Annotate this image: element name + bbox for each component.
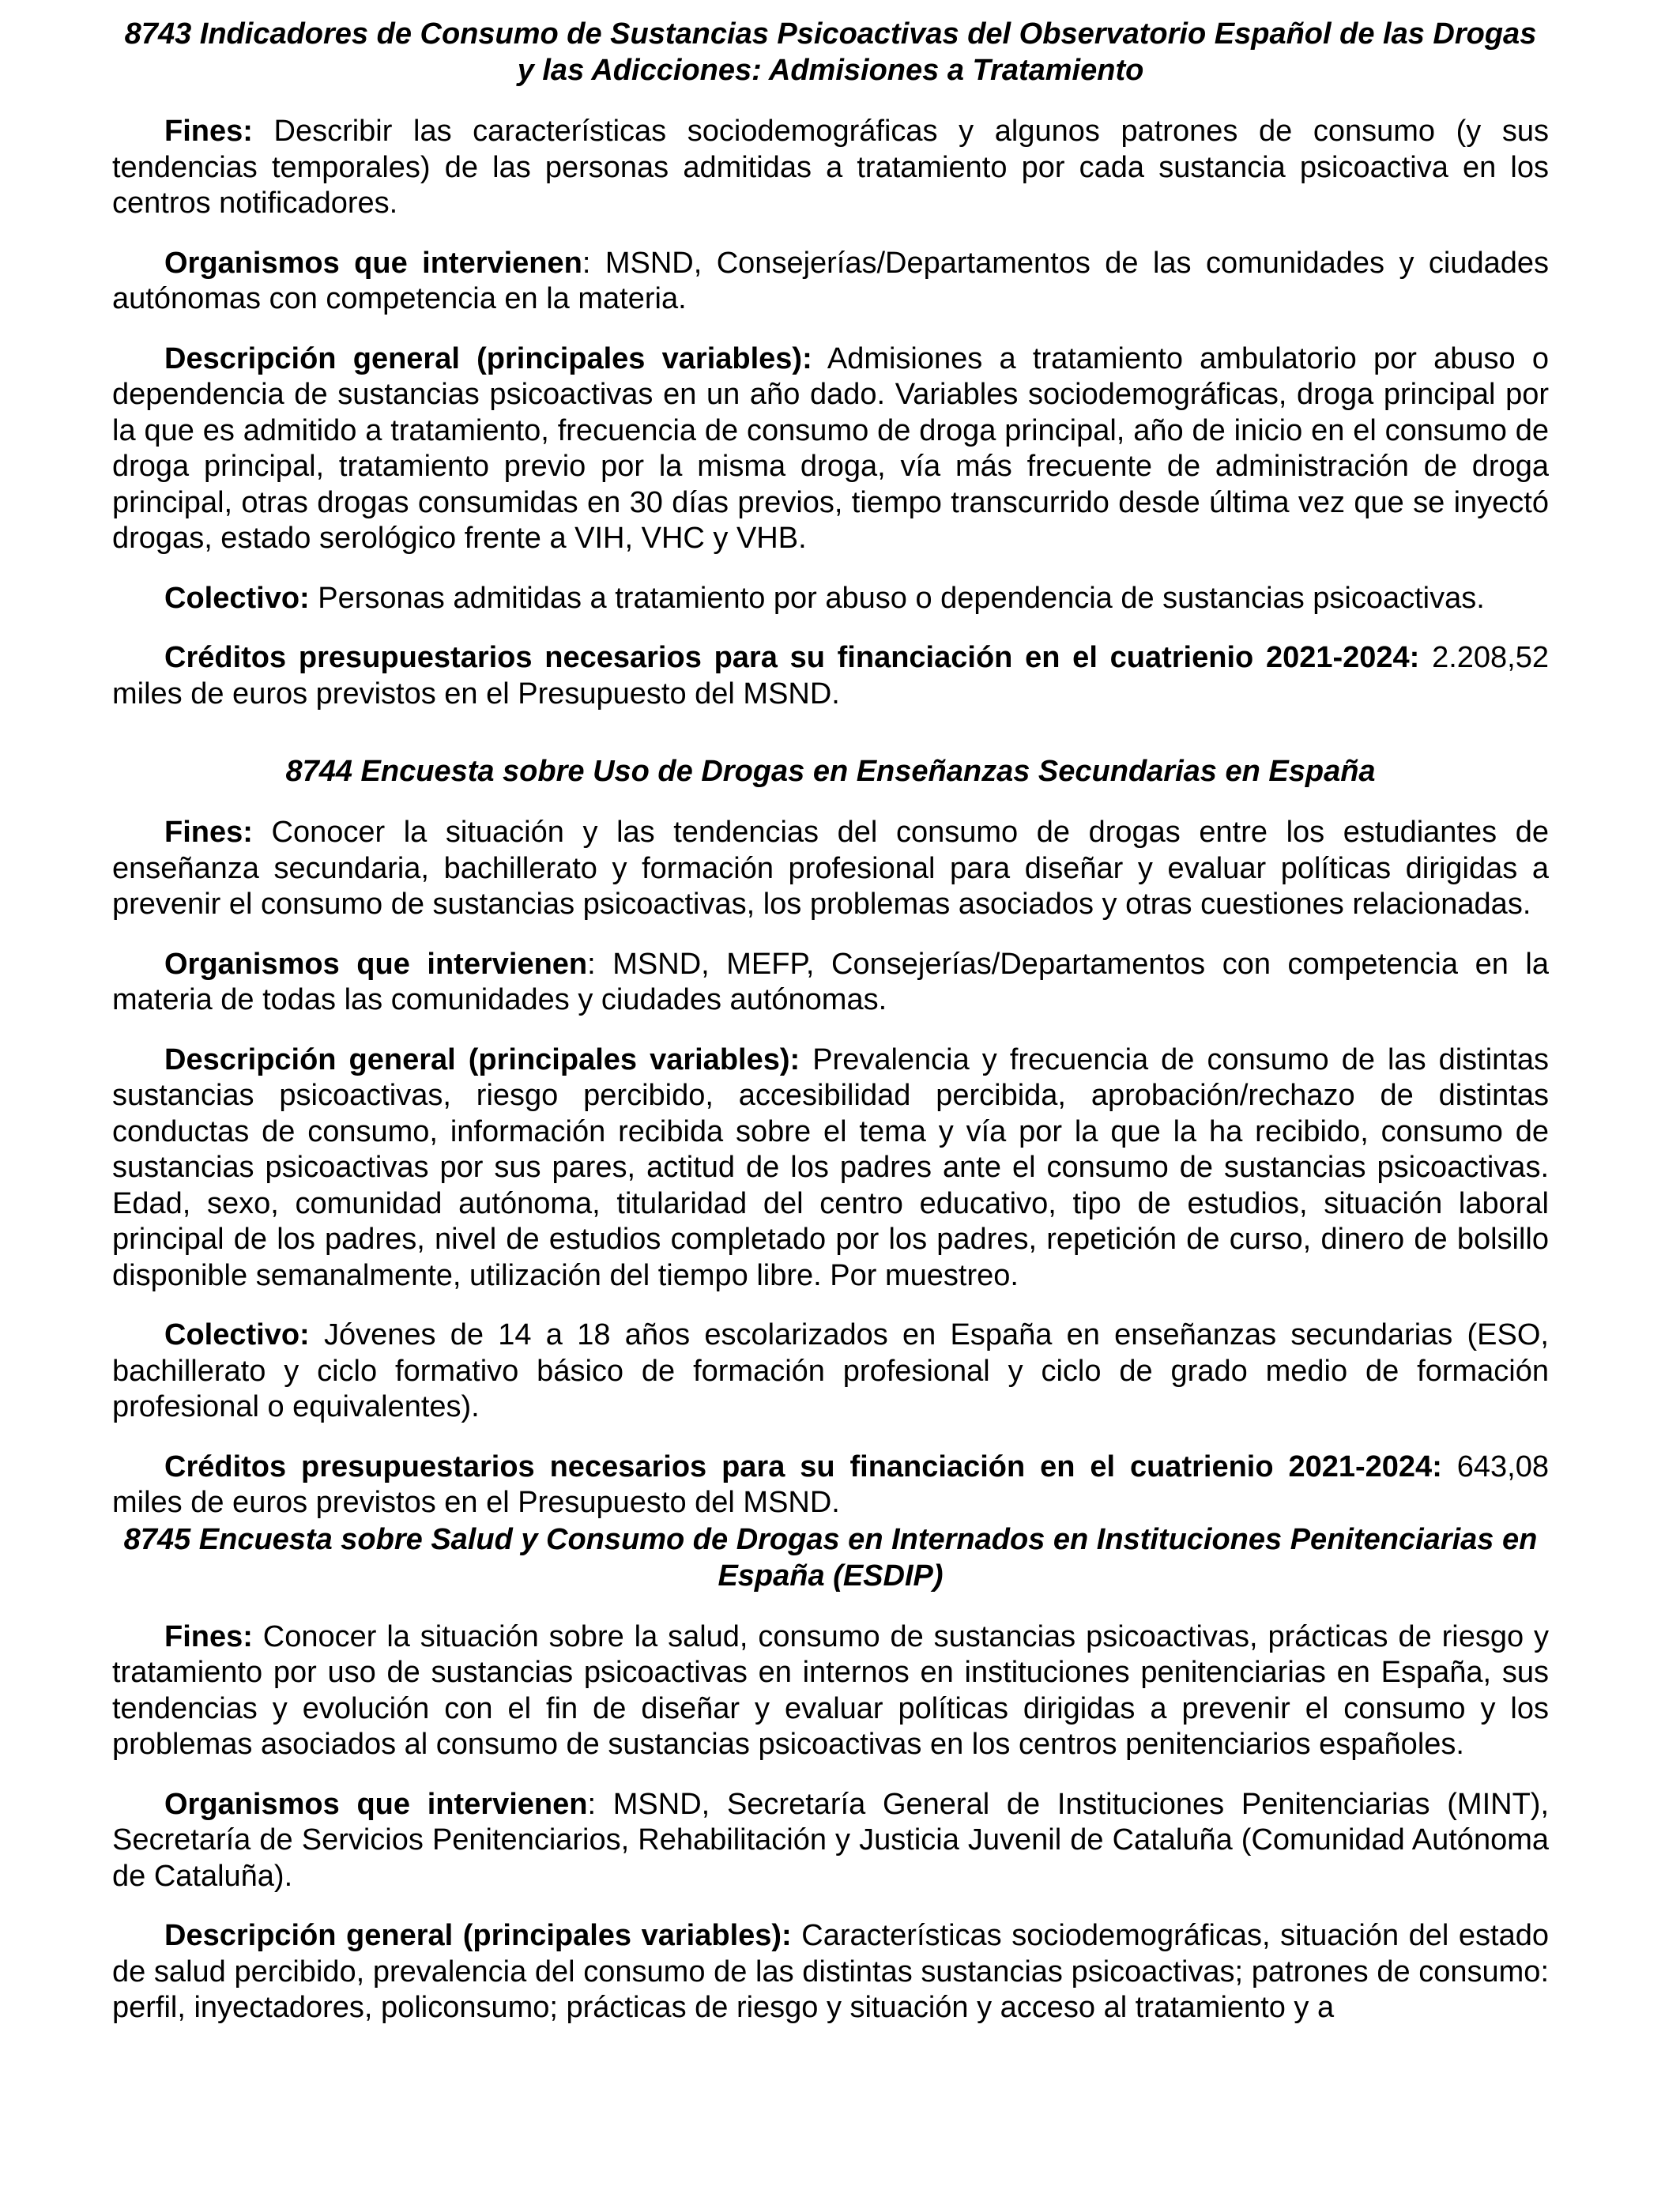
organismos-paragraph <box>112 246 1549 318</box>
colectivo-text: Jóvenes de 14 a 18 años escolarizados en España en enseñanzas secundarias (ESO, bachillerato y ciclo formativo básico de formación profesional y ciclo de grado medio de formación profesional o equivalentes). <box>112 1318 1549 1423</box>
section-8745 <box>112 1521 1549 2026</box>
descripcion-text: Características sociodemográficas, situación del estado de salud percibido, prevalencia del consumo de las distintas sustancias psicoactivas; patrones de consumo: perfil, inyectadores, policonsumo; prácticas de riesgo y situación y acceso al tratamiento y a <box>112 1919 1549 2024</box>
descripcion-label: Descripción general (principales variables): <box>164 1919 792 1952</box>
descripcion-paragraph <box>112 1918 1549 2026</box>
colectivo-paragraph <box>112 1318 1549 1426</box>
section-8743 <box>112 16 1549 712</box>
colectivo-label: Colectivo: <box>164 581 310 615</box>
fines-paragraph <box>112 815 1549 923</box>
colectivo-text: Personas admitidas a tratamiento por abuso o dependencia de sustancias psicoactivas. <box>309 581 1485 615</box>
descripcion-text: Admisiones a tratamiento ambulatorio por abuso o dependencia de sustancias psicoactivas en un año dado. Variables sociodemográficas, droga principal por la que es admitido a tratamiento, frecuencia de consumo de droga principal, año de inicio en el consumo de droga principal, tratamiento previo por la misma droga, vía más frecuente de administración de droga principal, otras drogas consumidas en 30 días previos, tiempo transcurrido desde última vez que se inyectó drogas, estado serológico frente a VIH, VHC y VHB. <box>112 341 1549 555</box>
creditos-paragraph <box>112 1449 1549 1521</box>
fines-paragraph <box>112 114 1549 222</box>
fines-label: Fines: <box>164 115 253 148</box>
section-title: 8745 Encuesta sobre Salud y Consumo de Drogas en Internados en Instituciones Penitenciarias en España (ESDIP) <box>123 1522 1538 1593</box>
fines-text: Conocer la situación sobre la salud, consumo de sustancias psicoactivas, prácticas de riesgo y tratamiento por uso de sustancias psicoactivas en internos en instituciones penitenciarias en España, sus tendencias y evolución con el fin de diseñar y evaluar políticas dirigidas a prevenir el consumo y los problemas asociados al consumo de sustancias psicoactivas en los centros penitenciarios españoles. <box>112 1619 1549 1761</box>
descripcion-text: Prevalencia y frecuencia de consumo de las distintas sustancias psicoactivas, riesgo percibido, accesibilidad percibida, aprobación/rechazo de distintas conductas de consumo, información recibida sobre el tema y vía por la que la ha recibido, consumo de sustancias psicoactivas por sus pares, actitud de los padres ante el consumo de sustancias psicoactivas. Edad, sexo, comunidad autónoma, titularidad del centro educativo, tipo de estudios, situación laboral principal de los padres, nivel de estudios completado por los padres, repetición de curso, dinero de bolsillo disponible semanalmente, utilización del tiempo libre. Por muestreo. <box>112 1042 1549 1292</box>
fines-text: Describir las características sociodemográficas y algunos patrones de consumo (y sus tendencias temporales) de las personas admitidas a tratamiento por cada sustancia psicoactiva en los centros notificadores. <box>112 115 1549 220</box>
fines-label: Fines: <box>164 1619 253 1653</box>
document-page <box>112 16 1549 2026</box>
creditos-text: 2.208,52 miles de euros previstos en el Presupuesto del MSND. <box>112 641 1549 711</box>
section-title: 8744 Encuesta sobre Uso de Drogas en Enseñanzas Secundarias en España <box>285 755 1376 788</box>
creditos-paragraph <box>112 640 1549 712</box>
organismos-paragraph <box>112 947 1549 1019</box>
creditos-label: Créditos presupuestarios necesarios para su financiación en el cuatrienio 2021-2024: <box>164 641 1420 674</box>
descripcion-label: Descripción general (principales variables): <box>164 1042 800 1076</box>
organismos-text: : MSND, MEFP, Consejerías/Departamentos con competencia en la materia de todas las comunidades y ciudades autónomas. <box>112 947 1549 1016</box>
descripcion-paragraph <box>112 341 1549 557</box>
organismos-paragraph <box>112 1787 1549 1895</box>
fines-text: Conocer la situación y las tendencias del consumo de drogas entre los estudiantes de enseñanza secundaria, bachillerato y formación profesional para diseñar y evaluar políticas dirigidas a prevenir el consumo de sustancias psicoactivas, los problemas asociados y otras cuestiones relacionadas. <box>112 816 1549 921</box>
creditos-text: 643,08 miles de euros previstos en el Presupuesto del MSND. <box>112 1449 1549 1519</box>
organismos-text: : MSND, Secretaría General de Instituciones Penitenciarias (MINT), Secretaría de Servicios Penitenciarios, Rehabilitación y Justicia Juvenil de Cataluña (Comunidad Autónoma de Cataluña). <box>112 1787 1549 1893</box>
fines-label: Fines: <box>164 816 253 849</box>
descripcion-paragraph <box>112 1042 1549 1295</box>
organismos-text: : MSND, Consejerías/Departamentos de las comunidades y ciudades autónomas con competencia en la materia. <box>112 246 1549 315</box>
organismos-label: Organismos que intervienen <box>164 246 582 280</box>
colectivo-label: Colectivo: <box>164 1318 310 1351</box>
creditos-label: Créditos presupuestarios necesarios para su financiación en el cuatrienio 2021-2024: <box>164 1449 1442 1483</box>
section-title: 8743 Indicadores de Consumo de Sustancias Psicoactivas del Observatorio Español de las Drogas y las Adicciones: Admisiones a Tratamiento <box>124 17 1537 87</box>
colectivo-paragraph <box>112 581 1549 617</box>
organismos-label: Organismos que intervienen <box>164 947 588 981</box>
organismos-label: Organismos que intervienen <box>164 1787 588 1821</box>
section-8744 <box>112 753 1549 1521</box>
fines-paragraph <box>112 1619 1549 1763</box>
descripcion-label: Descripción general (principales variables): <box>164 341 812 375</box>
